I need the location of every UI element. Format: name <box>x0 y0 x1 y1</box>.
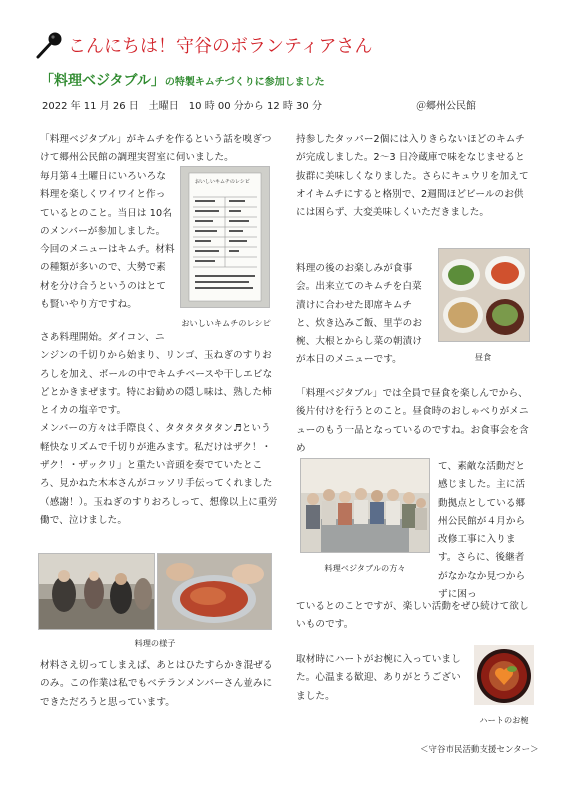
right-paragraph-3-start: 「料理ベジタブル」では全員で昼食を楽しんでから、後片付けを行うとのこと。昼食時のおしゃべりがメニューのもう一品となっているのですね。お食事会を含め <box>296 388 529 454</box>
cooking-photo-2 <box>157 553 272 630</box>
subtitle-main: 「料理ベジタブル」 <box>40 73 165 89</box>
left-paragraph-3: ンジンの千切りから始まり、リンゴ、玉ねぎのすりおろしを加え、ボールの中でキムチベースや干しエビなどとかきまぜます。特にお勧めの隠し味は、熟した柿とイカの塩辛です。 <box>40 350 273 417</box>
lunch-photo <box>438 248 530 342</box>
left-paragraph-3-start: さあ料理開始。ダイコン、ニ <box>40 332 165 343</box>
left-paragraph-4: メンバーの方々は手際良く、タタタタタタン♬という軽快なリズムで千切りが進みます。私だけはザク！・ザク！・ザックリ」と重たい音頭を奏でていたところ、見かねた木本さんがコッソリ手伝ってくれました（感謝！）。玉ねぎのすりおろしって、想像以上に重労働で、泣けました。 <box>40 423 278 526</box>
recipe-sheet-heading: おいしいキムチのレシピ <box>195 179 250 185</box>
recipe-caption: おいしいキムチのレシピ <box>181 318 271 328</box>
cooking-caption: 料理の様子 <box>134 638 176 648</box>
right-paragraph-4: 取材時にハートがお椀に入っていました。心温まる歓迎、ありがとうございました。 <box>296 654 461 702</box>
event-date: 2022 年 11 月 26 日 土曜日 10 時 00 分から 12 時 30 分 <box>42 101 322 112</box>
right-paragraph-1: 持参したタッパー2個には入りきらないほどのキムチが完成しました。2～3 日冷蔵庫で味をなじませると抜群に美味しくなりました。さらにキュウリを加えてオイキムチにすると格別で、2週間ほどビールのお供には困らず、大変美味しくいただきました。 <box>296 134 529 219</box>
right-paragraph-2: 料理の後のお楽しみが食事会。出来立てのキムチを白菜漬けに合わせた即席キムチと、炊き込みご飯、里芋のお椀、大根とからし菜の朝漬けが本日のメニューです。 <box>296 263 423 366</box>
article-subtitle <box>40 70 325 90</box>
event-place: ＠郷州公民館 <box>416 101 476 112</box>
heart-bowl-caption: ハートのお椀 <box>479 715 529 725</box>
footer-credit: ＜守谷市民活動支援センター＞ <box>420 745 539 755</box>
subtitle-rest: の特製キムチづくりに参加しました <box>164 77 325 88</box>
microphone-icon <box>34 30 64 60</box>
right-paragraph-3-middle: て、素敵な活動だと感じました。主に活動拠点としている郷州公民館が４月から改修工事に入ります。さらに、後継者がなかなか見つからずに困っ <box>438 461 526 601</box>
left-paragraph-1: 「料理ベジタブル」がキムチを作るという話を嗅ぎつけて郷州公民館の調理実習室に伺いました。 <box>40 134 272 164</box>
heart-bowl-photo <box>474 645 534 705</box>
lunch-caption: 昼食 <box>474 352 492 362</box>
members-caption: 料理ベジタブルの方々 <box>324 563 406 573</box>
right-paragraph-3-end: ているとのことですが、楽しい活動をぜひ続けて欲しいものです。 <box>296 601 529 631</box>
recipe-photo <box>180 166 270 308</box>
members-photo <box>300 458 430 553</box>
page-title: こんにちは！守谷のボランティアさん <box>68 36 373 57</box>
cooking-photo-1 <box>38 553 155 630</box>
left-paragraph-5: 材料さえ切ってしまえば、あとはひたすらかき混ぜるのみ。この作業は私でもベテランメンバーさん並みにできただろうと思っています。 <box>40 660 273 708</box>
left-paragraph-2: 毎月第４土曜日にいろいろな料理を楽しくワイワイと作っているとのこと。当日は 10名のメンバーが参加しました。今回のメニューはキムチ。材料の種類が多いので、大勢で素材を分け合うというのはとても賢いやり方ですね。 <box>40 171 175 311</box>
